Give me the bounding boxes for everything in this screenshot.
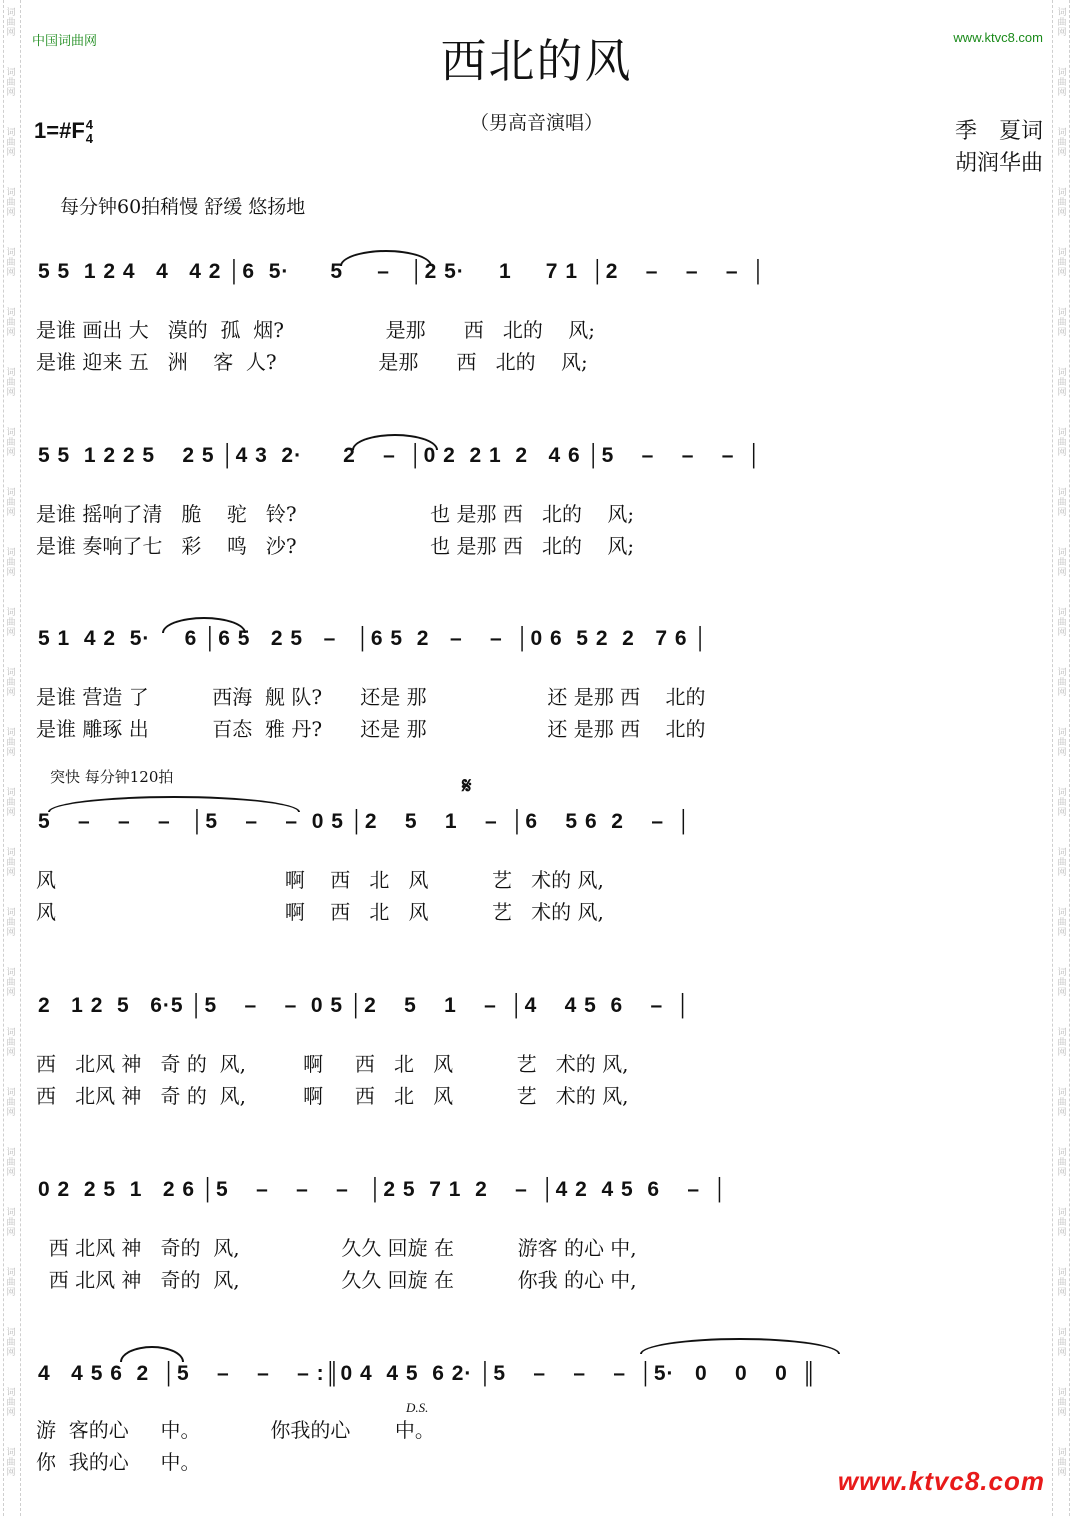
watermark-text: 词 曲 网 — [6, 788, 16, 818]
watermark-text: 词 曲 网 — [6, 308, 16, 338]
watermark-text: 词 曲 网 — [1057, 908, 1067, 938]
watermark-text: 词 曲 网 — [6, 1328, 16, 1358]
watermark-text: 词 曲 网 — [6, 728, 16, 758]
song-subtitle: （男高音演唱） — [469, 112, 603, 134]
site-logo: www.ktvc8.com — [837, 1466, 1045, 1496]
watermark-text: 词 曲 网 — [6, 188, 16, 218]
lyric-line-2: 是谁 雕琢 出 百态 雅 丹? 还是 那 还 是那 西 北的 — [36, 717, 706, 741]
notation-line: 5 5 1 2 2 5 2 5 │4 3 2· 2 – │0 2 2 1 2 4 6 │5 – – – │ — [38, 444, 763, 467]
tie-arc — [120, 1346, 184, 1362]
key-label: 1=#F — [34, 118, 85, 143]
lyric-line-1: 风 啊 西 北 风 艺 术的 风, — [36, 868, 604, 892]
watermark-text: 词 曲 网 — [1057, 1328, 1067, 1358]
notation-line: 2 1 2 5 6·5 │5 – – 0 5 │2 5 1 – │4 4 5 6 – │ — [38, 994, 691, 1017]
watermark-text: 词 曲 网 — [6, 908, 16, 938]
watermark-text: 词 曲 网 — [1057, 248, 1067, 278]
watermark-text: 词 曲 网 — [6, 968, 16, 998]
tempo-marking: 每分钟60拍稍慢 舒缓 悠扬地 — [60, 196, 306, 218]
tie-arc — [640, 1338, 840, 1354]
tempo-change-marking: 突快 每分钟120拍 — [50, 768, 174, 786]
watermark-text: 词 曲 网 — [1057, 968, 1067, 998]
watermark-text: 词 曲 网 — [1057, 1088, 1067, 1118]
watermark-text: 词 曲 网 — [1057, 428, 1067, 458]
watermark-text: 词 曲 网 — [6, 1388, 16, 1418]
watermark-text: 词 曲 网 — [1057, 1268, 1067, 1298]
watermark-text: 词 曲 网 — [6, 668, 16, 698]
watermark-text: 词 曲 网 — [6, 128, 16, 158]
watermark-text: 词 曲 网 — [6, 548, 16, 578]
site-name: 中国词曲网 — [32, 34, 98, 49]
watermark-text: 词 曲 网 — [1057, 368, 1067, 398]
composer-credit: 胡润华曲 — [954, 151, 1043, 176]
watermark-text: 词 曲 网 — [6, 1088, 16, 1118]
lyric-line-1: 是谁 画出 大 漠的 孤 烟? 是那 西 北的 风; — [36, 318, 596, 342]
watermark-text: 词 曲 网 — [1057, 728, 1067, 758]
lyric-line-1: 游 客的心 中。 你我的心 中。 — [36, 1418, 435, 1442]
lyric-line-2: 西 北风 神 奇 的 风, 啊 西 北 风 艺 术的 风, — [36, 1084, 629, 1108]
song-title: 西北的风 — [440, 34, 633, 88]
watermark-text: 词 曲 网 — [1057, 1448, 1067, 1478]
watermark-text: 词 曲 网 — [6, 68, 16, 98]
watermark-text: 词 曲 网 — [1057, 128, 1067, 158]
lyricist-credit: 季 夏词 — [954, 119, 1043, 144]
watermark-text: 词 曲 网 — [1057, 1388, 1067, 1418]
watermark-text: 词 曲 网 — [1057, 548, 1067, 578]
watermark-text: 词 曲 网 — [6, 1448, 16, 1478]
watermark-text: 词 曲 网 — [1057, 608, 1067, 638]
lyric-line-2: 西 北风 神 奇的 风, 久久 回旋 在 你我 的心 中, — [36, 1268, 637, 1292]
segno-sign: 𝄋 — [462, 774, 472, 799]
site-url: www.ktvc8.com — [953, 30, 1043, 45]
watermark-text: 词 曲 网 — [6, 428, 16, 458]
notation-line: 5 1 4 2 5· 6 │6 5 2 5 – │6 5 2 – – │0 6 5 2 2 7 6 │ — [38, 627, 709, 650]
watermark-text: 词 曲 网 — [6, 368, 16, 398]
dal-segno-marking: D.S. — [406, 1400, 429, 1415]
watermark-text: 词 曲 网 — [6, 488, 16, 518]
watermark-text: 词 曲 网 — [6, 1268, 16, 1298]
notation-line: 4 4 5 6 2 │5 – – – :║0 4 4 5 6 2· │5 – – – │5· 0 0 0 ║ — [38, 1362, 818, 1385]
watermark-text: 词 曲 网 — [6, 848, 16, 878]
watermark-text: 词 曲 网 — [1057, 488, 1067, 518]
watermark-text: 词 曲 网 — [1057, 1148, 1067, 1178]
lyric-line-1: 是谁 营造 了 西海 舰 队? 还是 那 还 是那 西 北的 — [36, 685, 706, 709]
watermark-text: 词 曲 网 — [1057, 668, 1067, 698]
watermark-text: 词 曲 网 — [6, 1208, 16, 1238]
watermark-text: 词 曲 网 — [6, 1148, 16, 1178]
watermark-text: 词 曲 网 — [1057, 68, 1067, 98]
lyric-line-1: 是谁 摇响了清 脆 驼 铃? 也 是那 西 北的 风; — [36, 502, 635, 526]
notation-line: 5 5 1 2 4 4 4 2 │6 5· 5 – │2 5· 1 7 1 │2 – – – │ — [38, 260, 767, 283]
lyric-line-1: 西 北风 神 奇的 风, 久久 回旋 在 游客 的心 中, — [36, 1236, 637, 1260]
lyric-line-2: 是谁 迎来 五 洲 客 人? 是那 西 北的 风; — [36, 350, 588, 374]
watermark-text: 词 曲 网 — [6, 248, 16, 278]
lyric-line-1: 西 北风 神 奇 的 风, 啊 西 北 风 艺 术的 风, — [36, 1052, 629, 1076]
notation-line: 0 2 2 5 1 2 6 │5 – – – │2 5 7 1 2 – │4 2 4 5 6 – │ — [38, 1178, 728, 1201]
watermark-text: 词 曲 网 — [1057, 788, 1067, 818]
watermark-text: 词 曲 网 — [1057, 308, 1067, 338]
lyric-line-2: 是谁 奏响了七 彩 鸣 沙? 也 是那 西 北的 风; — [36, 534, 635, 558]
watermark-text: 词 曲 网 — [6, 1028, 16, 1058]
watermark-text: 词 曲 网 — [1057, 848, 1067, 878]
lyric-line-2: 风 啊 西 北 风 艺 术的 风, — [36, 900, 604, 924]
meter-top: 4 — [85, 117, 93, 133]
watermark-text: 词 曲 网 — [6, 8, 16, 38]
watermark-text: 词 曲 网 — [1057, 1208, 1067, 1238]
watermark-text: 词 曲 网 — [1057, 188, 1067, 218]
key-signature — [34, 118, 93, 146]
watermark-text: 词 曲 网 — [1057, 8, 1067, 38]
watermark-text: 词 曲 网 — [1057, 1028, 1067, 1058]
watermark-text: 词 曲 网 — [6, 608, 16, 638]
lyric-line-2: 你 我的心 中。 — [36, 1450, 201, 1474]
notation-line: 5 – – – │5 – – 0 5 │2 5 1 – │6 5 6 2 – │ — [38, 810, 692, 833]
meter-bottom: 4 — [85, 131, 93, 147]
time-signature — [86, 118, 93, 146]
